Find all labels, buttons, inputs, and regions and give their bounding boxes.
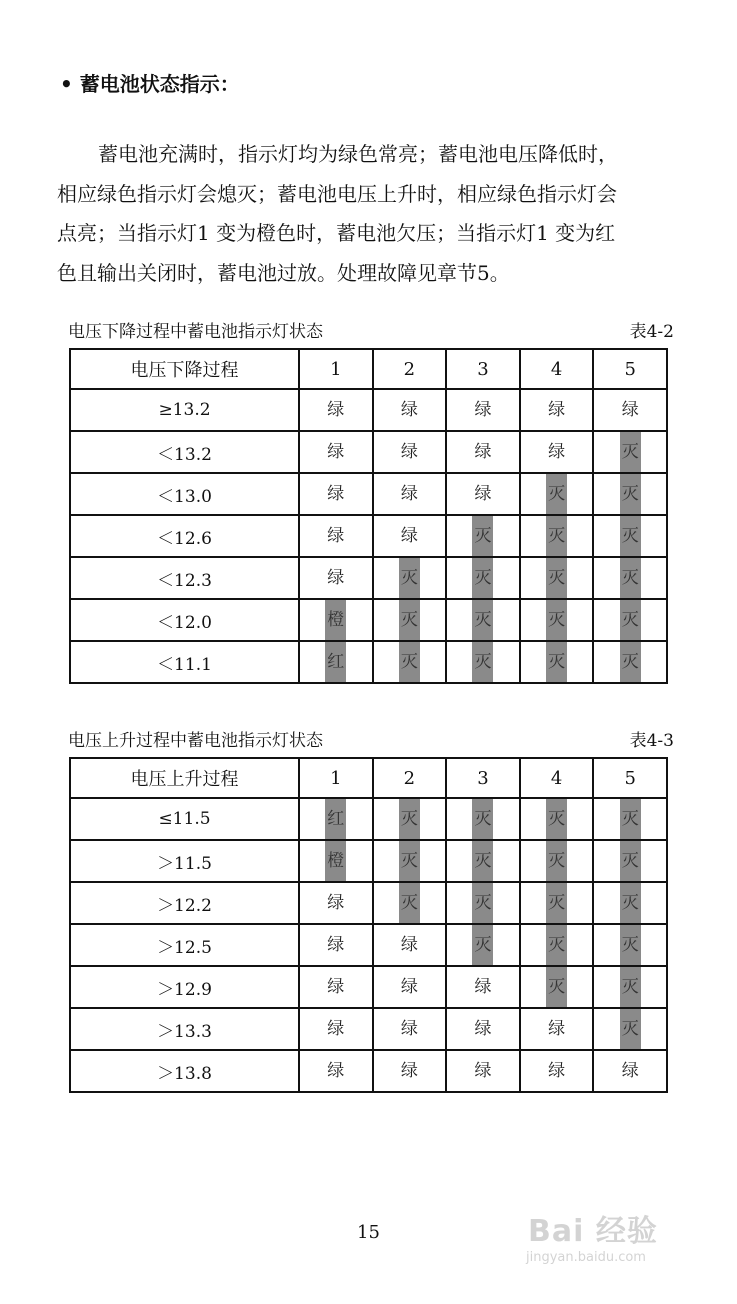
voltage-threshold: ＞12.2 <box>70 882 299 924</box>
light-state-cell <box>520 1008 594 1050</box>
light-state-cell <box>446 1050 520 1092</box>
voltage-threshold: ＞12.5 <box>70 924 299 966</box>
paragraph-line: 蓄电池充满时，指示灯均为绿色常亮；蓄电池电压降低时， <box>98 142 618 166</box>
light-state-green: 绿 <box>400 526 418 546</box>
table-row <box>70 641 667 683</box>
light-state-off: 灭 <box>472 642 493 682</box>
light-state-off: 灭 <box>472 925 493 965</box>
paragraph-line: 点亮；当指示灯1 变为橙色时，蓄电池欠压；当指示灯1 变为红 <box>57 221 616 245</box>
light-state-cell <box>520 840 594 882</box>
voltage-threshold: ≤11.5 <box>70 798 299 840</box>
header-light-number: 5 <box>593 349 667 389</box>
light-state-cell <box>299 882 373 924</box>
light-state-cell <box>446 840 520 882</box>
light-state-off: 灭 <box>472 600 493 640</box>
light-state-off: 灭 <box>399 600 420 640</box>
light-state-green: 绿 <box>474 1061 492 1081</box>
light-state-cell <box>373 599 447 641</box>
light-state-cell <box>446 599 520 641</box>
paragraph-line: 相应绿色指示灯会熄灭；蓄电池电压上升时，相应绿色指示灯会 <box>57 181 617 206</box>
light-state-off: 灭 <box>546 474 567 514</box>
light-state-cell <box>299 924 373 966</box>
light-state-cell <box>299 1008 373 1050</box>
light-state-cell <box>446 1008 520 1050</box>
table-row <box>70 798 667 840</box>
voltage-threshold: ＜12.6 <box>70 515 299 557</box>
light-state-off: 灭 <box>472 883 493 923</box>
light-state-cell <box>373 882 447 924</box>
light-state-cell <box>593 557 667 599</box>
light-state-cell <box>373 966 447 1008</box>
light-state-green: 绿 <box>327 977 345 997</box>
light-state-green: 绿 <box>548 1061 566 1081</box>
table2-voltage-rise <box>69 757 668 1093</box>
light-state-green: 绿 <box>327 935 345 955</box>
light-state-cell <box>373 840 447 882</box>
light-state-green: 绿 <box>327 484 345 504</box>
watermark-url: jingyan.baidu.com <box>526 1250 646 1265</box>
light-state-off: 灭 <box>546 967 567 1007</box>
light-state-green: 绿 <box>548 1019 566 1039</box>
section-heading: • 蓄电池状态指示： <box>60 72 240 96</box>
light-state-cell <box>446 924 520 966</box>
table-row <box>70 557 667 599</box>
light-state-cell <box>520 389 594 431</box>
light-state-off: 灭 <box>546 558 567 598</box>
light-state-off: 灭 <box>546 841 567 881</box>
header-light-number: 1 <box>299 349 373 389</box>
light-state-off: 灭 <box>620 516 641 556</box>
body-paragraph <box>57 135 679 293</box>
light-state-green: 绿 <box>548 400 566 420</box>
light-state-cell <box>593 431 667 473</box>
light-state-orange: 橙 <box>325 841 346 881</box>
table1-number: 表4-2 <box>629 322 674 342</box>
light-state-cell <box>593 882 667 924</box>
light-state-green: 绿 <box>400 484 418 504</box>
header-light-number: 1 <box>299 758 373 798</box>
header-light-number: 5 <box>593 758 667 798</box>
light-state-off: 灭 <box>546 600 567 640</box>
light-state-cell <box>373 389 447 431</box>
light-state-green: 绿 <box>400 400 418 420</box>
table2-title: 电压上升过程中蓄电池指示灯状态 <box>68 731 323 751</box>
light-state-cell <box>299 641 373 683</box>
light-state-cell <box>520 882 594 924</box>
light-state-green: 绿 <box>327 893 345 913</box>
light-state-green: 绿 <box>327 568 345 588</box>
light-state-off: 灭 <box>620 642 641 682</box>
table-row <box>70 840 667 882</box>
header-process-label: 电压下降过程 <box>70 349 299 389</box>
table1-caption <box>68 320 674 344</box>
light-state-cell <box>593 599 667 641</box>
table-row <box>70 882 667 924</box>
header-light-number: 2 <box>373 349 447 389</box>
light-state-cell <box>520 641 594 683</box>
light-state-cell <box>299 389 373 431</box>
light-state-cell <box>373 641 447 683</box>
light-state-green: 绿 <box>327 1061 345 1081</box>
light-state-off: 灭 <box>620 432 641 472</box>
page-number: 15 <box>357 1222 380 1243</box>
voltage-threshold: ＜13.2 <box>70 431 299 473</box>
light-state-cell <box>299 798 373 840</box>
table-row <box>70 924 667 966</box>
light-state-cell <box>593 840 667 882</box>
voltage-threshold: ＞12.9 <box>70 966 299 1008</box>
table-row <box>70 966 667 1008</box>
light-state-green: 绿 <box>400 442 418 462</box>
light-state-cell <box>520 557 594 599</box>
light-state-cell <box>299 431 373 473</box>
light-state-cell <box>446 515 520 557</box>
header-light-number: 3 <box>446 758 520 798</box>
light-state-cell <box>373 557 447 599</box>
light-state-cell <box>299 966 373 1008</box>
table1-voltage-drop <box>69 348 668 684</box>
header-light-number: 4 <box>520 758 594 798</box>
light-state-green: 绿 <box>621 1061 639 1081</box>
voltage-threshold: ＜11.1 <box>70 641 299 683</box>
light-state-cell <box>446 641 520 683</box>
light-state-off: 灭 <box>472 558 493 598</box>
light-state-cell <box>593 515 667 557</box>
light-state-cell <box>593 798 667 840</box>
voltage-threshold: ＜12.3 <box>70 557 299 599</box>
light-state-cell <box>593 389 667 431</box>
light-state-cell <box>446 798 520 840</box>
light-state-red: 红 <box>325 642 346 682</box>
light-state-cell <box>373 798 447 840</box>
light-state-green: 绿 <box>621 400 639 420</box>
light-state-off: 灭 <box>620 1009 641 1049</box>
table-row <box>70 1050 667 1092</box>
light-state-cell <box>520 966 594 1008</box>
light-state-green: 绿 <box>327 400 345 420</box>
light-state-off: 灭 <box>620 558 641 598</box>
light-state-cell <box>446 882 520 924</box>
light-state-cell <box>446 557 520 599</box>
light-state-off: 灭 <box>472 841 493 881</box>
light-state-green: 绿 <box>548 442 566 462</box>
light-state-cell <box>520 1050 594 1092</box>
light-state-off: 灭 <box>546 799 567 839</box>
header-light-number: 3 <box>446 349 520 389</box>
light-state-green: 绿 <box>327 442 345 462</box>
light-state-green: 绿 <box>474 442 492 462</box>
light-state-cell <box>373 1008 447 1050</box>
voltage-threshold: ≥13.2 <box>70 389 299 431</box>
light-state-off: 灭 <box>546 516 567 556</box>
light-state-cell <box>299 1050 373 1092</box>
table-row <box>70 389 667 431</box>
light-state-cell <box>299 840 373 882</box>
light-state-green: 绿 <box>327 526 345 546</box>
light-state-cell <box>373 431 447 473</box>
header-light-number: 2 <box>373 758 447 798</box>
light-state-off: 灭 <box>546 642 567 682</box>
light-state-cell <box>520 473 594 515</box>
light-state-cell <box>299 599 373 641</box>
light-state-cell <box>520 924 594 966</box>
light-state-green: 绿 <box>474 400 492 420</box>
light-state-cell <box>593 1050 667 1092</box>
watermark-logo: Bai 经验 <box>528 1214 658 1249</box>
voltage-threshold: ＜13.0 <box>70 473 299 515</box>
paragraph-line: 色且输出关闭时，蓄电池过放。处理故障见章节5。 <box>57 260 510 285</box>
light-state-cell <box>520 431 594 473</box>
light-state-off: 灭 <box>399 841 420 881</box>
light-state-off: 灭 <box>620 474 641 514</box>
voltage-threshold: ＜12.0 <box>70 599 299 641</box>
light-state-cell <box>299 515 373 557</box>
light-state-cell <box>446 431 520 473</box>
baidu-watermark <box>520 1198 700 1278</box>
table-header-row <box>70 349 667 389</box>
light-state-cell <box>299 473 373 515</box>
table-header-row <box>70 758 667 798</box>
voltage-threshold: ＞11.5 <box>70 840 299 882</box>
light-state-off: 灭 <box>399 558 420 598</box>
light-state-cell <box>520 515 594 557</box>
light-state-green: 绿 <box>400 935 418 955</box>
light-state-off: 灭 <box>620 967 641 1007</box>
light-state-orange: 橙 <box>325 600 346 640</box>
light-state-off: 灭 <box>620 799 641 839</box>
table2-number: 表4-3 <box>629 731 674 751</box>
light-state-green: 绿 <box>474 1019 492 1039</box>
voltage-threshold: ＞13.8 <box>70 1050 299 1092</box>
table2-caption <box>68 729 674 753</box>
light-state-green: 绿 <box>400 1061 418 1081</box>
light-state-off: 灭 <box>472 516 493 556</box>
light-state-green: 绿 <box>400 1019 418 1039</box>
table-row <box>70 515 667 557</box>
table-row <box>70 599 667 641</box>
table-row <box>70 473 667 515</box>
light-state-green: 绿 <box>327 1019 345 1039</box>
table-row <box>70 1008 667 1050</box>
light-state-off: 灭 <box>620 600 641 640</box>
light-state-red: 红 <box>325 799 346 839</box>
light-state-cell <box>446 389 520 431</box>
light-state-cell <box>373 515 447 557</box>
header-light-number: 4 <box>520 349 594 389</box>
light-state-off: 灭 <box>620 841 641 881</box>
light-state-green: 绿 <box>474 484 492 504</box>
light-state-off: 灭 <box>399 642 420 682</box>
light-state-cell <box>593 1008 667 1050</box>
light-state-off: 灭 <box>399 883 420 923</box>
light-state-green: 绿 <box>400 977 418 997</box>
light-state-cell <box>593 966 667 1008</box>
light-state-cell <box>299 557 373 599</box>
light-state-off: 灭 <box>620 883 641 923</box>
light-state-green: 绿 <box>474 977 492 997</box>
light-state-cell <box>520 599 594 641</box>
light-state-cell <box>446 473 520 515</box>
voltage-threshold: ＞13.3 <box>70 1008 299 1050</box>
light-state-cell <box>593 924 667 966</box>
light-state-cell <box>373 1050 447 1092</box>
light-state-cell <box>373 473 447 515</box>
light-state-off: 灭 <box>472 799 493 839</box>
light-state-cell <box>520 798 594 840</box>
light-state-cell <box>446 966 520 1008</box>
light-state-off: 灭 <box>546 925 567 965</box>
table1-title: 电压下降过程中蓄电池指示灯状态 <box>68 322 323 342</box>
light-state-cell <box>593 473 667 515</box>
light-state-off: 灭 <box>546 883 567 923</box>
light-state-off: 灭 <box>399 799 420 839</box>
light-state-off: 灭 <box>620 925 641 965</box>
table-row <box>70 431 667 473</box>
light-state-cell <box>373 924 447 966</box>
header-process-label: 电压上升过程 <box>70 758 299 798</box>
light-state-cell <box>593 641 667 683</box>
